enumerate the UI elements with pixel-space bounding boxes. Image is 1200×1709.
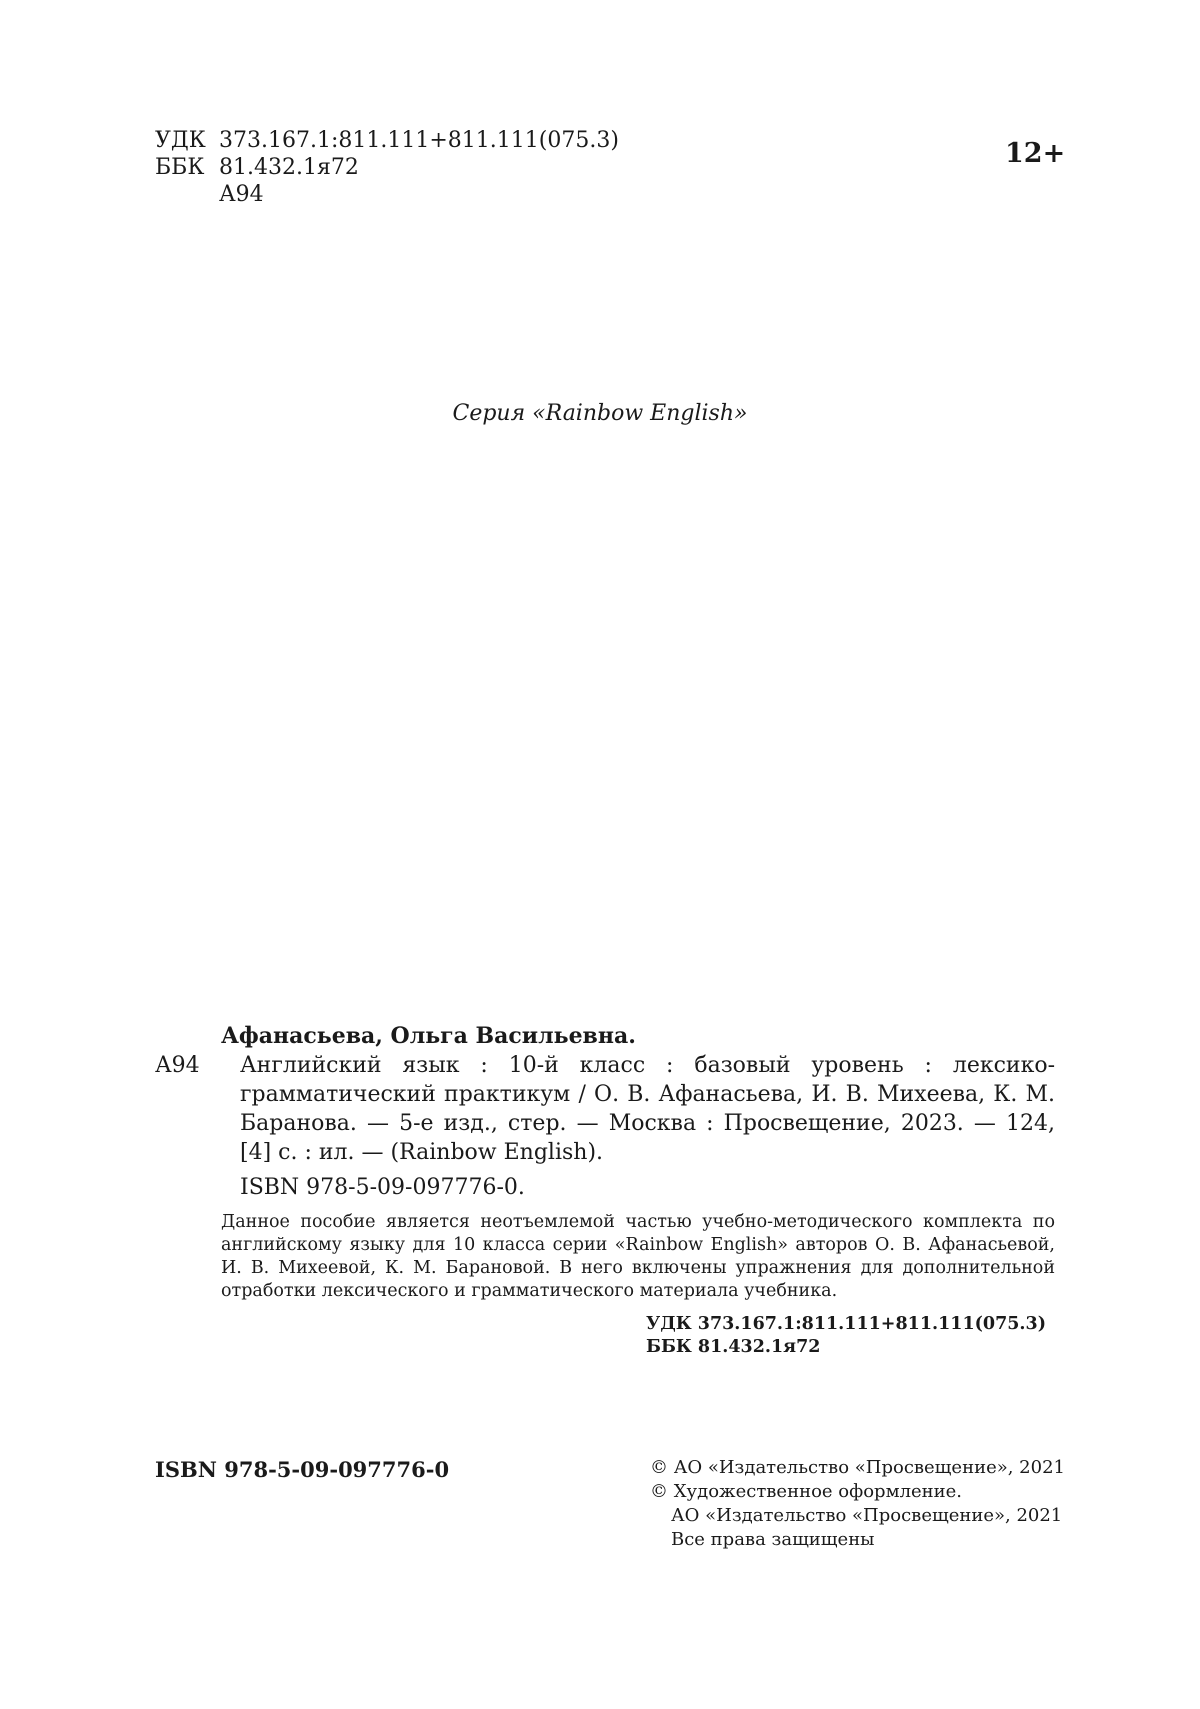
- rights-reserved: Все права защищены: [671, 1529, 875, 1550]
- record-isbn: ISBN 978-5-09-097776-0.: [240, 1175, 525, 1200]
- bbk-line: [155, 154, 619, 181]
- footer-isbn: ISBN 978-5-09-097776-0: [155, 1457, 450, 1482]
- record-author: Афанасьева, Ольга Васильевна.: [221, 1023, 636, 1049]
- record-entry: [155, 1051, 1055, 1167]
- bbk-label: ББК: [155, 155, 205, 180]
- udk-label: УДК: [155, 128, 206, 153]
- record-annotation: [155, 1211, 1055, 1303]
- classification-header: [155, 127, 619, 208]
- author-code-line: [155, 181, 619, 208]
- author-code: А94: [219, 182, 264, 207]
- record-udk: УДК 373.167.1:811.111+811.111(075.3): [646, 1314, 1046, 1334]
- record-bbk: ББК 81.432.1я72: [646, 1337, 821, 1357]
- bibliographic-record: [155, 1022, 1055, 1359]
- record-code: А94: [155, 1053, 200, 1078]
- copyright-line-3: АО «Издательство «Просвещение», 2021: [671, 1505, 1063, 1526]
- series-title: Серия «Rainbow English»: [452, 401, 748, 426]
- udk-line: [155, 127, 619, 154]
- age-rating: 12+: [1005, 138, 1066, 169]
- copyright-block: [650, 1456, 1065, 1552]
- bbk-value: 81.432.1я72: [219, 155, 359, 180]
- record-class-codes: [155, 1313, 1055, 1359]
- annotation-text: Данное пособие является неотъемлемой частью учебно-методического комплекта по английскому языку для 10 класса серии «Rainbow English» авторов О. В. Афанасьевой, И. В. Михеевой, К. М. Барановой. В него включены упражнения для дополнительной отработки лексического и грамматического материала учебника.: [221, 1212, 1055, 1301]
- copyright-line-1: © АО «Издательство «Просвещение», 2021: [650, 1457, 1065, 1478]
- udk-value: 373.167.1:811.111+811.111(075.3): [219, 128, 619, 153]
- record-description: Английский язык : 10-й класс : базовый уровень : лексико-грамматический практикум / О. В. Афанасьева, И. В. Михеева, К. М. Баранова. — 5-е изд., стер. — Москва : Просвещение, 2023. — 124, [4] с. : ил. — (Rainbow English).: [240, 1053, 1055, 1165]
- copyright-line-2: © Художественное оформление.: [650, 1481, 963, 1502]
